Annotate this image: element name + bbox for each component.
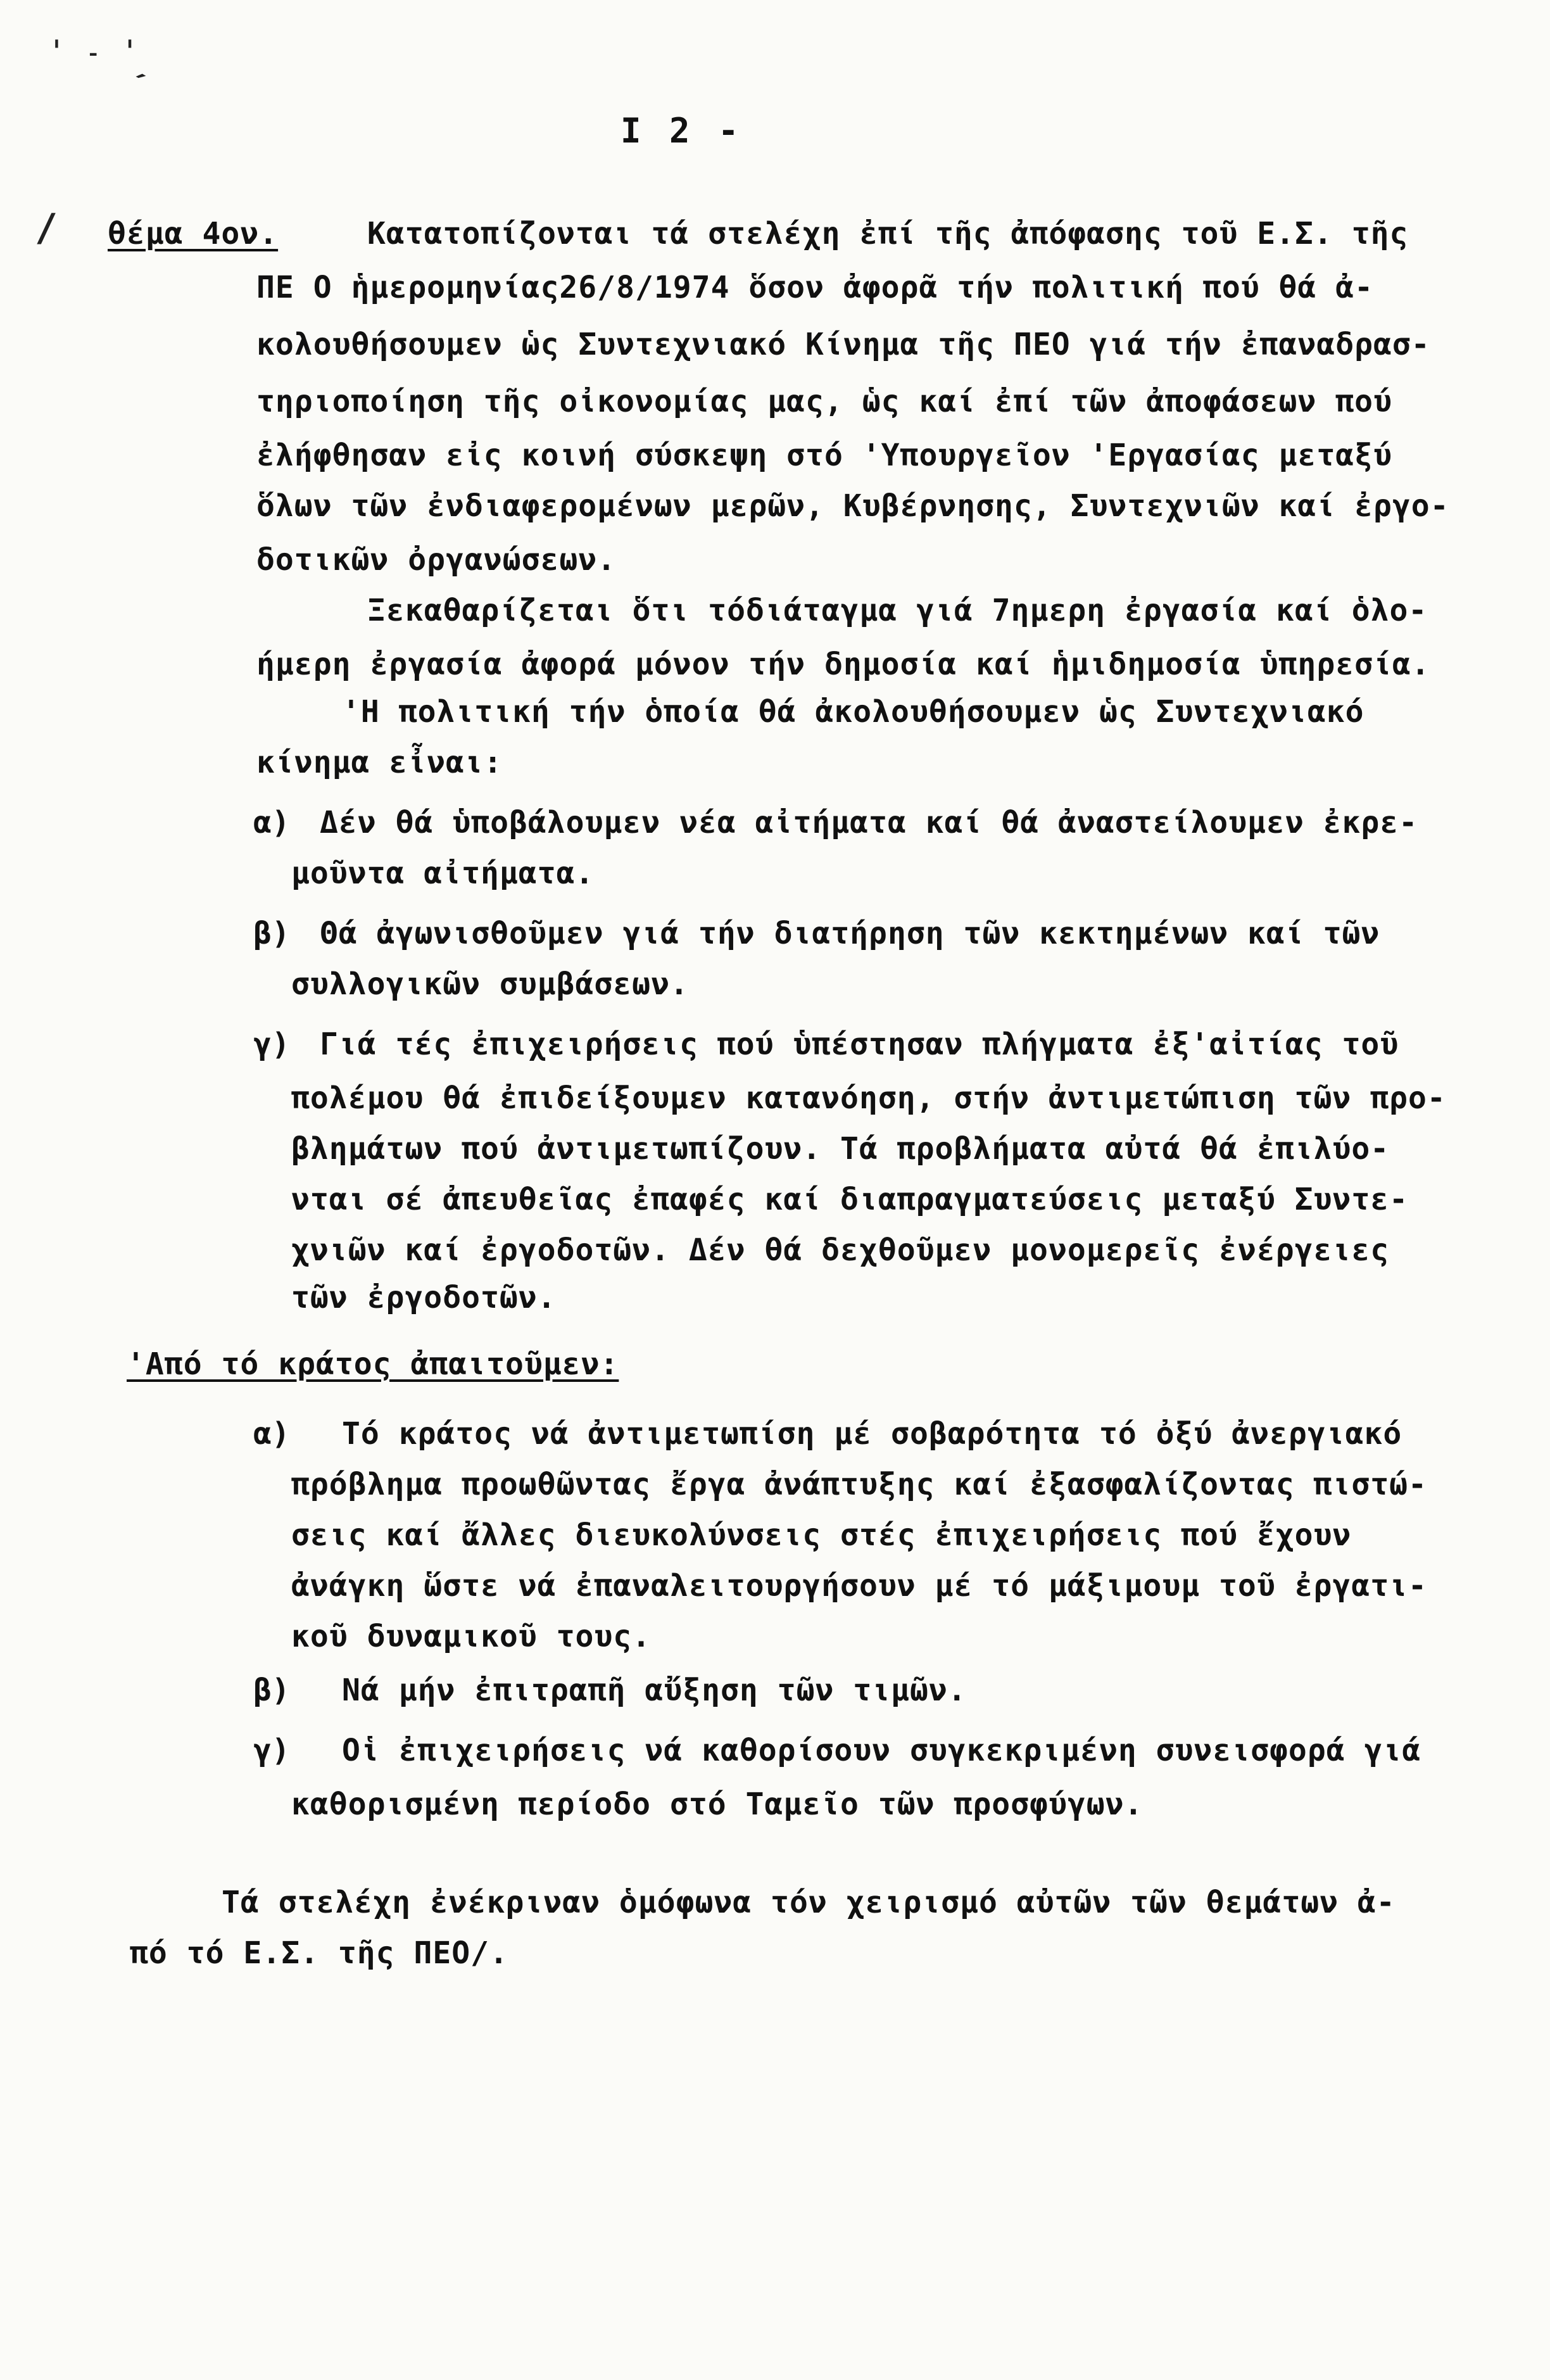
list-label: α) xyxy=(253,805,290,840)
text-line: ὅλων τῶν ἐνδιαφερομένων μερῶν, Κυβέρνησης, Συντεχνιῶν καί ἐργο- xyxy=(256,488,1449,524)
margin-mark: / xyxy=(35,206,58,250)
text-line: 'Η πολιτική τήν ὁποία θά ἀκολουθήσουμεν ὡς Συντεχνιακό xyxy=(342,694,1364,730)
list-item-line: ἀνάγκη ὥστε νά ἐπαναλειτουργήσουν μέ τό μάξιμουμ τοῦ ἐργατι- xyxy=(291,1568,1427,1604)
text-line: δοτικῶν ὀργανώσεων. xyxy=(256,542,617,578)
text-line: τηριοποίηση τῆς οἰκονομίας μας, ὡς καί ἐπί τῶν ἀποφάσεων πού xyxy=(256,384,1392,419)
list-item-line: πρόβλημα προωθῶντας ἔργα ἀνάπτυξης καί ἐξασφαλίζοντας πιστώ- xyxy=(291,1467,1427,1502)
list-item-line: κοῦ δυναμικοῦ τους. xyxy=(291,1619,652,1654)
text-line: Κατατοπίζονται τά στελέχη ἐπί τῆς ἀπόφασης τοῦ Ε.Σ. τῆς xyxy=(367,216,1409,251)
section-heading: θέμα 4ον. xyxy=(108,216,279,251)
text-line: κίνημα εἶναι: xyxy=(256,745,503,780)
list-item-line: καθορισμένη περίοδο στό Ταμεῖο τῶν προσφύγων. xyxy=(291,1787,1144,1822)
list-item-line: νται σέ ἀπευθεῖας ἐπαφές καί διαπραγματεύσεις μεταξύ Συντε- xyxy=(291,1182,1409,1217)
list-item-line: συλλογικῶν συμβάσεων. xyxy=(291,966,689,1002)
list-item-line: Γιά τές ἐπιχειρήσεις πού ὑπέστησαν πλήγματα ἐξ'αἰτίας τοῦ xyxy=(320,1027,1399,1062)
text-line: κολουθήσουμεν ὡς Συντεχνιακό Κίνημα τῆς ΠΕΟ γιά τήν ἐπαναδρασ- xyxy=(256,327,1430,362)
list-item-line: πολέμου θά ἐπιδείξουμεν κατανόηση, στήν ἀντιμετώπιση τῶν προ- xyxy=(291,1080,1446,1116)
margin-mark: ˈ ˗ ˈ xyxy=(47,35,139,70)
section-heading: 'Από τό κράτος ἀπαιτοῦμεν: xyxy=(127,1346,619,1382)
page-number: Ι 2 - xyxy=(621,111,743,151)
text-line: ήμερη ἐργασία ἀφορά μόνον τήν δημοσία καί ἡμιδημοσία ὑπηρεσία. xyxy=(256,647,1430,682)
list-item-line: Νά μήν ἐπιτραπῆ αὔξηση τῶν τιμῶν. xyxy=(342,1673,967,1708)
list-item-line: Οἱ ἐπιχειρήσεις νά καθορίσουν συγκεκριμένη συνεισφορά γιά xyxy=(342,1733,1421,1768)
text-line: Ξεκαθαρίζεται ὅτι τόδιάταγμα γιά 7ημερη ἐργασία καί ὁλο- xyxy=(367,593,1428,628)
list-item-line: Δέν θά ὑποβάλουμεν νέα αἰτήματα καί θά ἀναστείλουμεν ἐκρε- xyxy=(320,805,1418,840)
list-item-line: Τό κράτος νά ἀντιμετωπίση μέ σοβαρότητα τό ὀξύ ἀνεργιακό xyxy=(342,1416,1402,1452)
list-label: β) xyxy=(253,1673,290,1708)
list-label: γ) xyxy=(253,1733,290,1768)
text-line: ἐλήφθησαν εἰς κοινή σύσκεψη στό 'Υπουργεῖον 'Εργασίας μεταξύ xyxy=(256,438,1392,473)
text-line: ΠΕ Ο ἡμερομηνίας26/8/1974 ὅσον ἀφορᾶ τήν πολιτική πού θά ἀ- xyxy=(256,270,1374,305)
list-item-line: χνιῶν καί ἐργοδοτῶν. Δέν θά δεχθοῦμεν μονομερεῖς ἐνέργειες xyxy=(291,1232,1390,1268)
list-item-line: τῶν ἐργοδοτῶν. xyxy=(291,1280,557,1315)
margin-mark: ˏ xyxy=(131,42,165,82)
list-label: β) xyxy=(253,916,290,951)
closing-line: Τά στελέχη ἐνέκριναν ὁμόφωνα τόν χειρισμό αὐτῶν τῶν θεμάτων ἀ- xyxy=(222,1885,1396,1920)
list-label: γ) xyxy=(253,1027,290,1062)
list-item-line: Θά ἀγωνισθοῦμεν γιά τήν διατήρηση τῶν κεκτημένων καί τῶν xyxy=(320,916,1380,951)
list-label: α) xyxy=(253,1416,290,1452)
list-item-line: μοῦντα αἰτήματα. xyxy=(291,856,595,891)
list-item-line: βλημάτων πού ἀντιμετωπίζουν. Τά προβλήματα αὐτά θά ἐπιλύο- xyxy=(291,1131,1390,1167)
closing-line: πό τό Ε.Σ. τῆς ΠΕΟ/. xyxy=(130,1935,508,1971)
list-item-line: σεις καί ἄλλες διευκολύνσεις στές ἐπιχειρήσεις πού ἔχουν xyxy=(291,1517,1352,1553)
